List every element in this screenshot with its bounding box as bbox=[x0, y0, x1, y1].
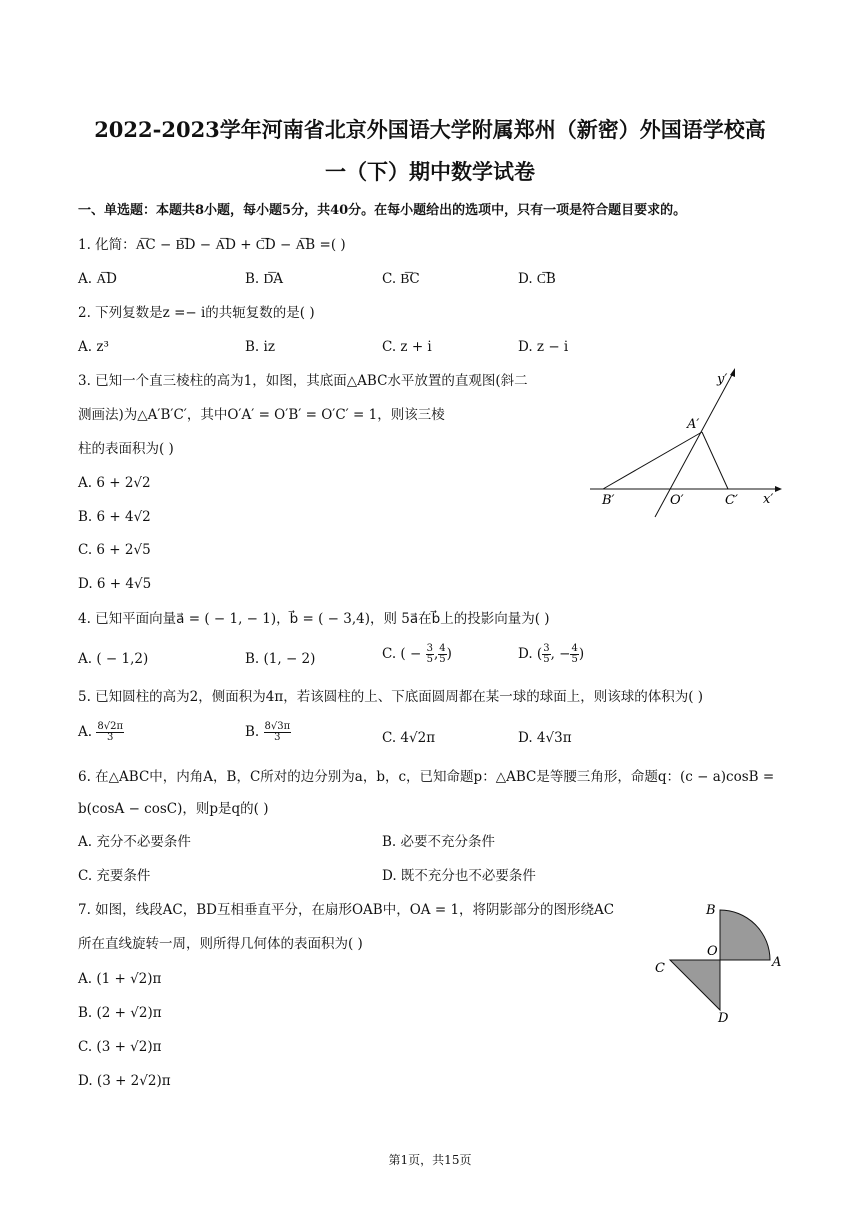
label-a: A bbox=[772, 955, 782, 970]
q2-option-b: B. iz bbox=[245, 339, 275, 355]
q6-option-b: B. 必要不充分条件 bbox=[382, 834, 496, 850]
label-x-axis: x′ bbox=[763, 492, 774, 507]
q3-option-d: D. 6 + 4√5 bbox=[78, 576, 152, 592]
q5-a-fraction bbox=[96, 722, 124, 743]
label-point-c: C′ bbox=[725, 493, 738, 508]
exam-title-line1: 2022-2023学年河南省北京外国语大学附属郑州（新密）外国语学校高 bbox=[94, 117, 766, 142]
q7-option-d: D. (3 + 2√2)π bbox=[78, 1073, 171, 1089]
label-o: O bbox=[707, 944, 718, 959]
q7-stem-line1: 7. 如图，线段AC，BD互相垂直平分，在扇形OAB中，OA = 1，将阴影部分的图形绕AC bbox=[78, 902, 615, 918]
label-y-axis: y′ bbox=[717, 372, 728, 387]
q5-option-d: D. 4√3π bbox=[518, 730, 572, 746]
q5-b-prefix: B. bbox=[245, 724, 260, 740]
q7-option-c: C. (3 + √2)π bbox=[78, 1039, 162, 1055]
q2-option-c: C. z + i bbox=[382, 339, 432, 355]
q3-oblique-diagram bbox=[585, 365, 790, 525]
x-axis-arrow bbox=[775, 486, 782, 492]
q6-option-d: D. 既不充分也不必要条件 bbox=[382, 868, 536, 884]
q4-d-den1: 5 bbox=[543, 654, 550, 665]
q4-d-num2: 4 bbox=[571, 643, 578, 654]
label-c: C bbox=[655, 961, 665, 976]
q4-d-num1: 3 bbox=[543, 643, 550, 654]
q3-option-c: C. 6 + 2√5 bbox=[78, 542, 151, 558]
q7-option-b: B. (2 + √2)π bbox=[78, 1005, 162, 1021]
q1-stem: 1. 化简：A͞C − B͞D − A͞D + C͞D − A͞B =( ) bbox=[78, 237, 346, 253]
page-footer: 第1页，共15页 bbox=[388, 1153, 472, 1167]
q5-a-den: 3 bbox=[106, 732, 114, 743]
q7-sector-diagram bbox=[650, 898, 790, 1028]
q4-d-prefix: D. ( bbox=[518, 646, 543, 662]
shaded-sector-oab bbox=[720, 910, 770, 960]
q2-stem: 2. 下列复数是z =− i的共轭复数的是( ) bbox=[78, 305, 315, 321]
q4-d-fraction1 bbox=[542, 644, 550, 665]
y-axis-arrow bbox=[730, 368, 735, 377]
q4-c-den2: 5 bbox=[439, 654, 446, 665]
q5-b-den: 3 bbox=[274, 732, 281, 743]
shaded-triangle-ocd bbox=[670, 960, 720, 1010]
q5-stem: 5. 已知圆柱的高为2，侧面积为4π，若该圆柱的上、下底面圆周都在某一球的球面上，则该球的体积为( ) bbox=[78, 689, 704, 705]
label-point-o: O′ bbox=[670, 493, 684, 508]
q4-c-den1: 5 bbox=[426, 654, 433, 665]
q4-c-sep: , bbox=[433, 646, 439, 662]
q1-option-d: D. C͞B bbox=[518, 271, 556, 287]
q5-a-num: 8√2π bbox=[97, 721, 124, 732]
q4-d-suffix: ) bbox=[578, 646, 585, 662]
q4-c-prefix: C. ( − bbox=[382, 646, 422, 662]
q4-c-num1: 3 bbox=[426, 643, 433, 654]
q4-c-fraction2 bbox=[438, 644, 446, 665]
label-d: D bbox=[718, 1011, 729, 1026]
q4-c-suffix: ) bbox=[446, 646, 452, 662]
q3-stem-line3: 柱的表面积为( ) bbox=[78, 441, 174, 457]
q4-option-c bbox=[382, 644, 452, 665]
label-point-a: A′ bbox=[687, 417, 700, 432]
exam-title-line2: 一（下）期中数学试卷 bbox=[325, 159, 535, 184]
q4-option-a: A. ( − 1,2) bbox=[78, 651, 149, 667]
section-heading: 一、单选题：本题共8小题，每小题5分，共40分。在每小题给出的选项中，只有一项是符合题目要求的。 bbox=[78, 203, 687, 218]
q3-stem-line1: 3. 已知一个直三棱柱的高为1，如图，其底面△ABC水平放置的直观图(斜二 bbox=[78, 373, 528, 389]
q5-b-fraction bbox=[264, 722, 292, 743]
q4-c-fraction1 bbox=[426, 644, 434, 665]
segment-a-c bbox=[702, 432, 728, 489]
q4-option-d bbox=[518, 644, 584, 665]
q2-option-a: A. z³ bbox=[78, 339, 109, 355]
q4-d-den2: 5 bbox=[571, 654, 578, 665]
q4-option-b: B. (1, − 2) bbox=[245, 651, 316, 667]
y-axis-line bbox=[655, 373, 733, 517]
q6-option-c: C. 充要条件 bbox=[78, 868, 151, 884]
q6-option-a: A. 充分不必要条件 bbox=[78, 834, 191, 850]
label-b: B bbox=[706, 903, 716, 918]
q1-option-b: B. D͞A bbox=[245, 271, 284, 287]
q1-option-c: C. B͞C bbox=[382, 271, 420, 287]
q5-option-c: C. 4√2π bbox=[382, 730, 436, 746]
q4-d-sep: , − bbox=[550, 646, 571, 662]
q5-option-a bbox=[78, 722, 124, 743]
q3-stem-line2: 测画法)为△A′B′C′，其中O′A′ = O′B′ = O′C′ = 1，则该三棱 bbox=[78, 407, 445, 423]
q7-stem-line2: 所在直线旋转一周，则所得几何体的表面积为( ) bbox=[78, 936, 363, 952]
label-point-b: B′ bbox=[602, 493, 615, 508]
q1-option-a: A. A͞D bbox=[78, 271, 117, 287]
q4-stem: 4. 已知平面向量a⃗ = ( − 1, − 1)，b⃗ = ( − 3,4)，则 5a⃗在b⃗上的投影向量为( ) bbox=[78, 611, 550, 627]
q5-option-b bbox=[245, 722, 291, 743]
q3-option-a: A. 6 + 2√2 bbox=[78, 475, 151, 491]
q7-option-a: A. (1 + √2)π bbox=[78, 971, 162, 987]
q5-a-prefix: A. bbox=[78, 724, 93, 740]
q6-stem-line2: b(cosA − cosC)，则p是q的( ) bbox=[78, 801, 269, 817]
segment-b-a bbox=[603, 432, 702, 489]
q6-stem-line1: 6. 在△ABC中，内角A，B，C所对的边分别为a，b，c，已知命题p：△ABC是等腰三角形，命题q：(c − a)cosB = bbox=[78, 769, 775, 785]
q2-option-d: D. z − i bbox=[518, 339, 569, 355]
q4-d-fraction2 bbox=[570, 644, 578, 665]
q3-option-b: B. 6 + 4√2 bbox=[78, 509, 151, 525]
q5-b-num: 8√3π bbox=[264, 721, 291, 732]
q4-c-num2: 4 bbox=[439, 643, 446, 654]
